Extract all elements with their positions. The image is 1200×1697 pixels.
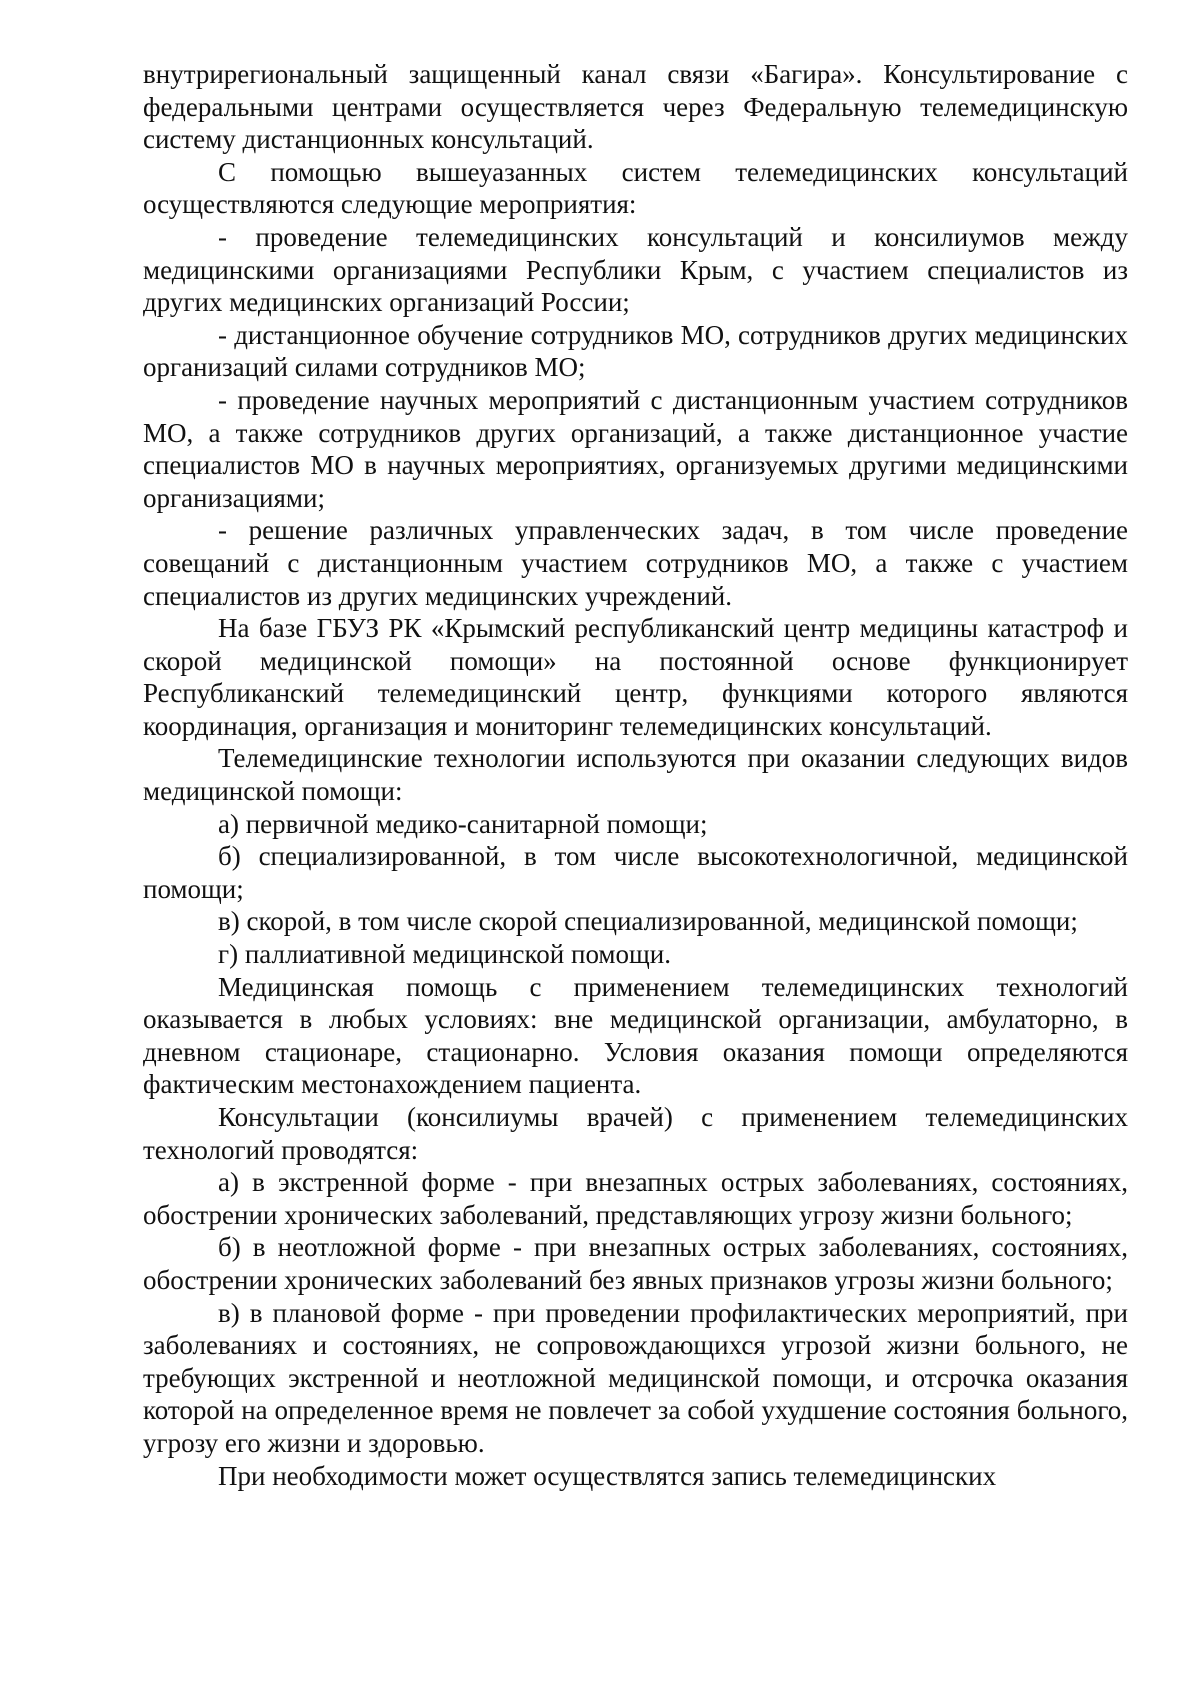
- list-item-urgent-form: а) в экстренной форме - при внезапных острых заболеваниях, состояниях, обострении хронических заболеваний, представляющих угрозу жизни больного;: [143, 1167, 1128, 1230]
- list-item-distance-learning: - дистанционное обучение сотрудников МО, сотрудников других медицинских организаций силами сотрудников МО;: [143, 319, 1128, 383]
- paragraph-recording: При необходимости может осуществлятся запись телемедицинских: [218, 1460, 997, 1491]
- document-body: [143, 58, 1128, 1492]
- paragraph-telemedicine-center: На базе ГБУЗ РК «Крымский республиканский центр медицины катастроф и скорой медицинской помощи» на постоянной основе функционирует Республиканский телемедицинский центр, функциями которого являются координация, организация и мониторинг телемедицинских консультаций.: [143, 613, 1128, 741]
- list-item-palliative-care: г) паллиативной медицинской помощи.: [218, 939, 672, 970]
- paragraph-care-conditions: Медицинская помощь с применением телемедицинских технологий оказывается в любых условиях: вне медицинской организации, амбулаторно, в дневном стационаре, стационарно. Условия оказания помощи определяются фактическим местонахождением пациента.: [143, 971, 1128, 1100]
- paragraph-care-types-intro: Телемедицинские технологии используются при оказании следующих видов медицинской помощи:: [143, 743, 1128, 807]
- list-item-consultations: - проведение телемедицинских консультаций и консилиумов между медицинскими организациями Республики Крым, с участием специалистов из других медицинских организаций России;: [143, 221, 1128, 318]
- list-item-management-tasks: - решение различных управленческих задач, в том числе проведение совещаний с дистанционным участием сотрудников МО, а также с участием специалистов из других медицинских учреждений.: [143, 515, 1128, 611]
- paragraph-consultation-forms-intro: Консультации (консилиумы врачей) с применением телемедицинских технологий проводятся:: [143, 1102, 1128, 1165]
- list-item-emergency-care: в) скорой, в том числе скорой специализированной, медицинской помощи;: [218, 906, 1078, 937]
- paragraph-channel-continuation: внутрирегиональный защищенный канал связи «Багира». Консультирование с федеральными центрами осуществляется через Федеральную телемедицинскую систему дистанционных консультаций.: [143, 59, 1128, 155]
- list-item-scientific-events: - проведение научных мероприятий с дистанционным участием сотрудников МО, а также сотрудников других организаций, а также дистанционное участие специалистов МО в научных мероприятиях, организуемых другими медицинскими организациями;: [143, 384, 1128, 513]
- paragraph-activities-intro: С помощью вышеуазанных систем телемедицинских консультаций осуществляются следующие мероприятия:: [143, 156, 1128, 220]
- list-item-non-urgent-form: б) в неотложной форме - при внезапных острых заболеваниях, состояниях, обострении хронических заболеваний без явных признаков угрозы жизни больного;: [143, 1232, 1128, 1295]
- list-item-specialized-care: б) специализированной, в том числе высокотехнологичной, медицинской помощи;: [143, 841, 1128, 904]
- list-item-planned-form: в) в плановой форме - при проведении профилактических мероприятий, при заболеваниях и состояниях, не сопровождающихся угрозой жизни больного, не требующих экстренной и неотложной медицинской помощи, и отсрочка оказания которой на определенное время не повлечет за собой ухудшение состояния больного, угрозу его жизни и здоровью.: [143, 1297, 1128, 1458]
- list-item-primary-care: а) первичной медико-санитарной помощи;: [218, 808, 708, 839]
